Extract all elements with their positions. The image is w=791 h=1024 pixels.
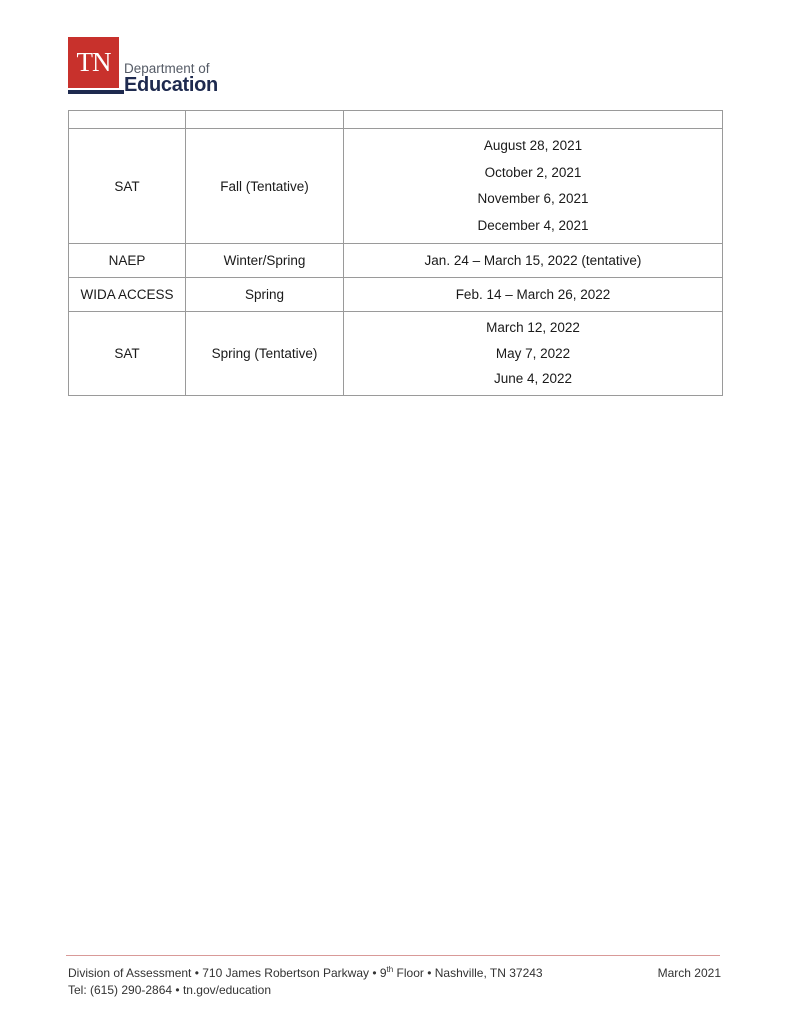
window-cell: Fall (Tentative) [186,129,344,244]
date-line: October 2, 2021 [484,164,582,180]
logo-department-text: Department of [124,61,210,76]
assessment-cell: NAEP [69,244,186,278]
dates-cell [344,312,723,396]
dates-cell: Jan. 24 – March 15, 2022 (tentative) [344,244,723,278]
date-line: August 28, 2021 [483,138,583,153]
table-row [69,278,723,312]
date-line: November 6, 2021 [477,191,589,206]
date-line: December 4, 2021 [477,217,589,233]
date-line: May 7, 2022 [495,345,571,361]
logo-education-text: Education [124,74,218,96]
footer-contact: Tel: (615) 290-2864 • tn.gov/education [68,983,272,997]
dates-cell: Feb. 14 – March 26, 2022 [344,278,723,312]
header-cell [69,111,186,129]
assessment-schedule-table [68,110,723,396]
assessment-cell: SAT [69,129,186,244]
footer-ordinal-suffix: th [386,965,394,974]
date-line: June 4, 2022 [493,371,573,387]
table-row [69,312,723,396]
header-cell [186,111,344,129]
table-header-row [69,111,723,129]
table-row [69,129,723,244]
dates-cell [344,129,723,244]
footer-address-part1: Division of Assessment • 710 James Robertson Parkway • 9 [68,966,387,980]
footer-date: March 2021 [657,966,721,980]
assessment-cell: WIDA ACCESS [69,278,186,312]
header-cell [344,111,723,129]
footer-divider [66,955,720,956]
window-cell: Spring [186,278,344,312]
window-cell: Winter/Spring [186,244,344,278]
logo-tn-box: TN [68,37,119,88]
table-row [69,244,723,278]
tn-doe-logo [68,37,218,97]
footer-address-part2: Floor • Nashville, TN 37243 [393,966,543,980]
logo-underline [68,90,124,94]
assessment-cell: SAT [69,312,186,396]
window-cell: Spring (Tentative) [186,312,344,396]
date-line: March 12, 2022 [486,320,580,336]
footer-address [68,966,543,980]
